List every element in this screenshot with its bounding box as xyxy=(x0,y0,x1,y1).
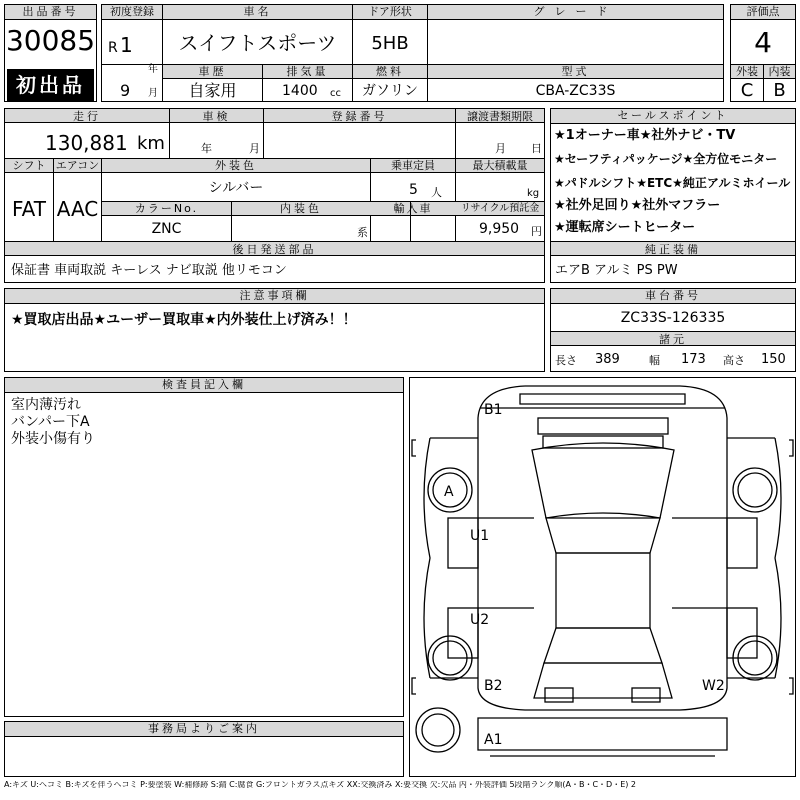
notes-box xyxy=(4,288,545,372)
max-load-label: 最大積載量 xyxy=(472,159,528,172)
first-reg-label: 初度登録 xyxy=(102,5,162,20)
height-label: 高さ xyxy=(723,354,745,367)
inspection-year-unit: 年 xyxy=(201,142,212,155)
chassis-label: 車台番号 xyxy=(551,289,795,304)
inspector-line-1: 室内薄汚れ xyxy=(11,397,81,413)
first-listing-text: 初出品 xyxy=(16,73,85,97)
int-color-unit: 系 xyxy=(357,226,368,239)
capacity-unit: 人 xyxy=(431,186,442,199)
ac-value: AAC xyxy=(56,197,99,221)
chassis-box xyxy=(550,288,796,372)
footer-legend: A:キズ U:ヘコミ B:キズを伴うヘコミ P:要塗装 W:補修跡 S:錆 C:腐食 G:フロントガラス点キズ XX:交換済み X:要交換 欠:欠品 内・外装評価 5段階ランク順(A・B・C・D・E) 2 xyxy=(4,781,637,789)
specs-label: 諸元 xyxy=(659,333,687,346)
era: R xyxy=(108,40,118,56)
sales-point-1: ★1オーナー車★社外ナビ・TV xyxy=(554,128,736,143)
interior-label: 内装 xyxy=(768,65,791,78)
mark-u1: U1 xyxy=(470,528,490,544)
inspection-month-unit: 月 xyxy=(249,142,260,155)
fuel-label: 燃料 xyxy=(376,65,404,78)
sales-points-label: セールスポイント xyxy=(551,109,795,124)
first-reg-year: 1 xyxy=(120,33,133,57)
car-name: スイフトスポーツ xyxy=(178,31,337,55)
capacity-label: 乗車定員 xyxy=(391,159,435,172)
history-label: 車歴 xyxy=(198,65,227,78)
inspector-label: 検査員記入欄 xyxy=(5,378,403,393)
year-unit: 年 xyxy=(148,64,158,75)
month-unit: 月 xyxy=(148,88,158,99)
standard-equipment-label: 純正装備 xyxy=(645,243,701,256)
door-label: ドア形状 xyxy=(353,5,427,20)
details-box xyxy=(4,108,545,283)
lot-label: 出品番号 xyxy=(5,5,96,20)
import-label: 輸入車 xyxy=(393,202,433,215)
width-label: 幅 xyxy=(649,354,660,367)
exterior-grade: C xyxy=(740,80,754,101)
main-info-box xyxy=(101,4,724,102)
grade-label: グレード xyxy=(428,5,723,20)
mark-a: A xyxy=(444,484,454,500)
color-no-value: ZNC xyxy=(151,221,182,237)
lot-box xyxy=(4,4,97,102)
standard-equipment-value: エアB アルミ PS PW xyxy=(555,263,678,278)
height-value: 150 xyxy=(761,352,786,367)
ext-color-value: シルバー xyxy=(208,180,264,196)
first-reg-month: 9 xyxy=(120,81,131,100)
transfer-day-unit: 日 xyxy=(531,142,542,155)
later-parts-label: 後日発送部品 xyxy=(232,243,317,256)
sales-point-5: ★運転席シートヒーター xyxy=(554,220,696,235)
shift-label: シフト xyxy=(12,159,46,172)
mark-u2: U2 xyxy=(470,612,490,628)
mark-w2: W2 xyxy=(702,678,725,694)
width-value: 173 xyxy=(681,352,706,367)
model-label: 型式 xyxy=(561,65,590,78)
sales-point-4: ★社外足回り★社外マフラー xyxy=(554,198,721,213)
chassis-number: ZC33S-126335 xyxy=(620,310,726,326)
mark-b1: B1 xyxy=(484,402,503,418)
displacement-value: 1400 xyxy=(282,83,318,99)
recycle-value: 9,950 xyxy=(479,221,520,237)
mark-b2: B2 xyxy=(484,678,503,694)
inspector-line-3: 外装小傷有り xyxy=(11,431,95,447)
notes-value: ★買取店出品★ユーザー買取車★内外装仕上げ済み！！ xyxy=(11,312,357,328)
sales-point-3: ★パドルシフト★ETC★純正アルミホイール xyxy=(554,176,791,190)
shift-value: FAT xyxy=(11,197,46,221)
capacity-value: 5 xyxy=(409,182,418,198)
office-label: 事務局よりご案内 xyxy=(5,722,403,737)
mark-a1: A1 xyxy=(484,732,503,748)
color-no-label: カラーNo. xyxy=(134,202,199,215)
exterior-label: 外装 xyxy=(736,65,758,78)
inspector-line-2: バンパー下A xyxy=(11,414,90,430)
transfer-month-unit: 月 xyxy=(495,142,506,155)
max-load-unit: kg xyxy=(527,188,540,199)
model-value: CBA-ZC33S xyxy=(535,83,616,99)
door-type: 5HB xyxy=(371,33,409,54)
mileage-label: 走行 xyxy=(73,110,101,123)
ac-label: エアコン xyxy=(55,159,100,172)
sales-points-box xyxy=(550,108,796,283)
score-value: 4 xyxy=(754,26,772,59)
interior-grade: B xyxy=(773,80,786,101)
score-box xyxy=(730,4,796,102)
length-value: 389 xyxy=(595,352,620,367)
score-label: 評価点 xyxy=(731,5,795,20)
displacement-label: 排気量 xyxy=(286,65,329,78)
lot-number: 30085 xyxy=(5,24,96,57)
length-label: 長さ xyxy=(555,354,577,367)
car-name-label: 車名 xyxy=(163,5,352,20)
transfer-label: 譲渡書類期限 xyxy=(467,110,533,123)
notes-label: 注意事項欄 xyxy=(5,289,544,304)
inspection-label: 車検 xyxy=(202,110,231,123)
mileage-value: 130,881 xyxy=(45,131,128,155)
sales-point-2: ★セーフティパッケージ★全方位モニター xyxy=(554,152,778,166)
later-parts-value: 保証書 車両取説 キーレス ナビ取説 他リモコン xyxy=(11,263,287,278)
recycle-unit: 円 xyxy=(531,225,542,238)
recycle-label: リサイクル預託金 xyxy=(460,203,540,214)
plate-label: 登録番号 xyxy=(331,110,388,123)
history-value: 自家用 xyxy=(188,81,237,100)
int-color-label: 内装色 xyxy=(280,202,322,215)
ext-color-label: 外装色 xyxy=(215,159,257,172)
car-diagram-box xyxy=(409,377,796,777)
car-diagram xyxy=(410,378,795,776)
inspector-box xyxy=(4,377,404,717)
fuel-value: ガソリン xyxy=(362,83,418,99)
mileage-unit: km xyxy=(137,133,165,154)
first-listing-badge xyxy=(7,69,94,101)
office-box xyxy=(4,721,404,777)
displacement-unit: cc xyxy=(330,88,341,99)
